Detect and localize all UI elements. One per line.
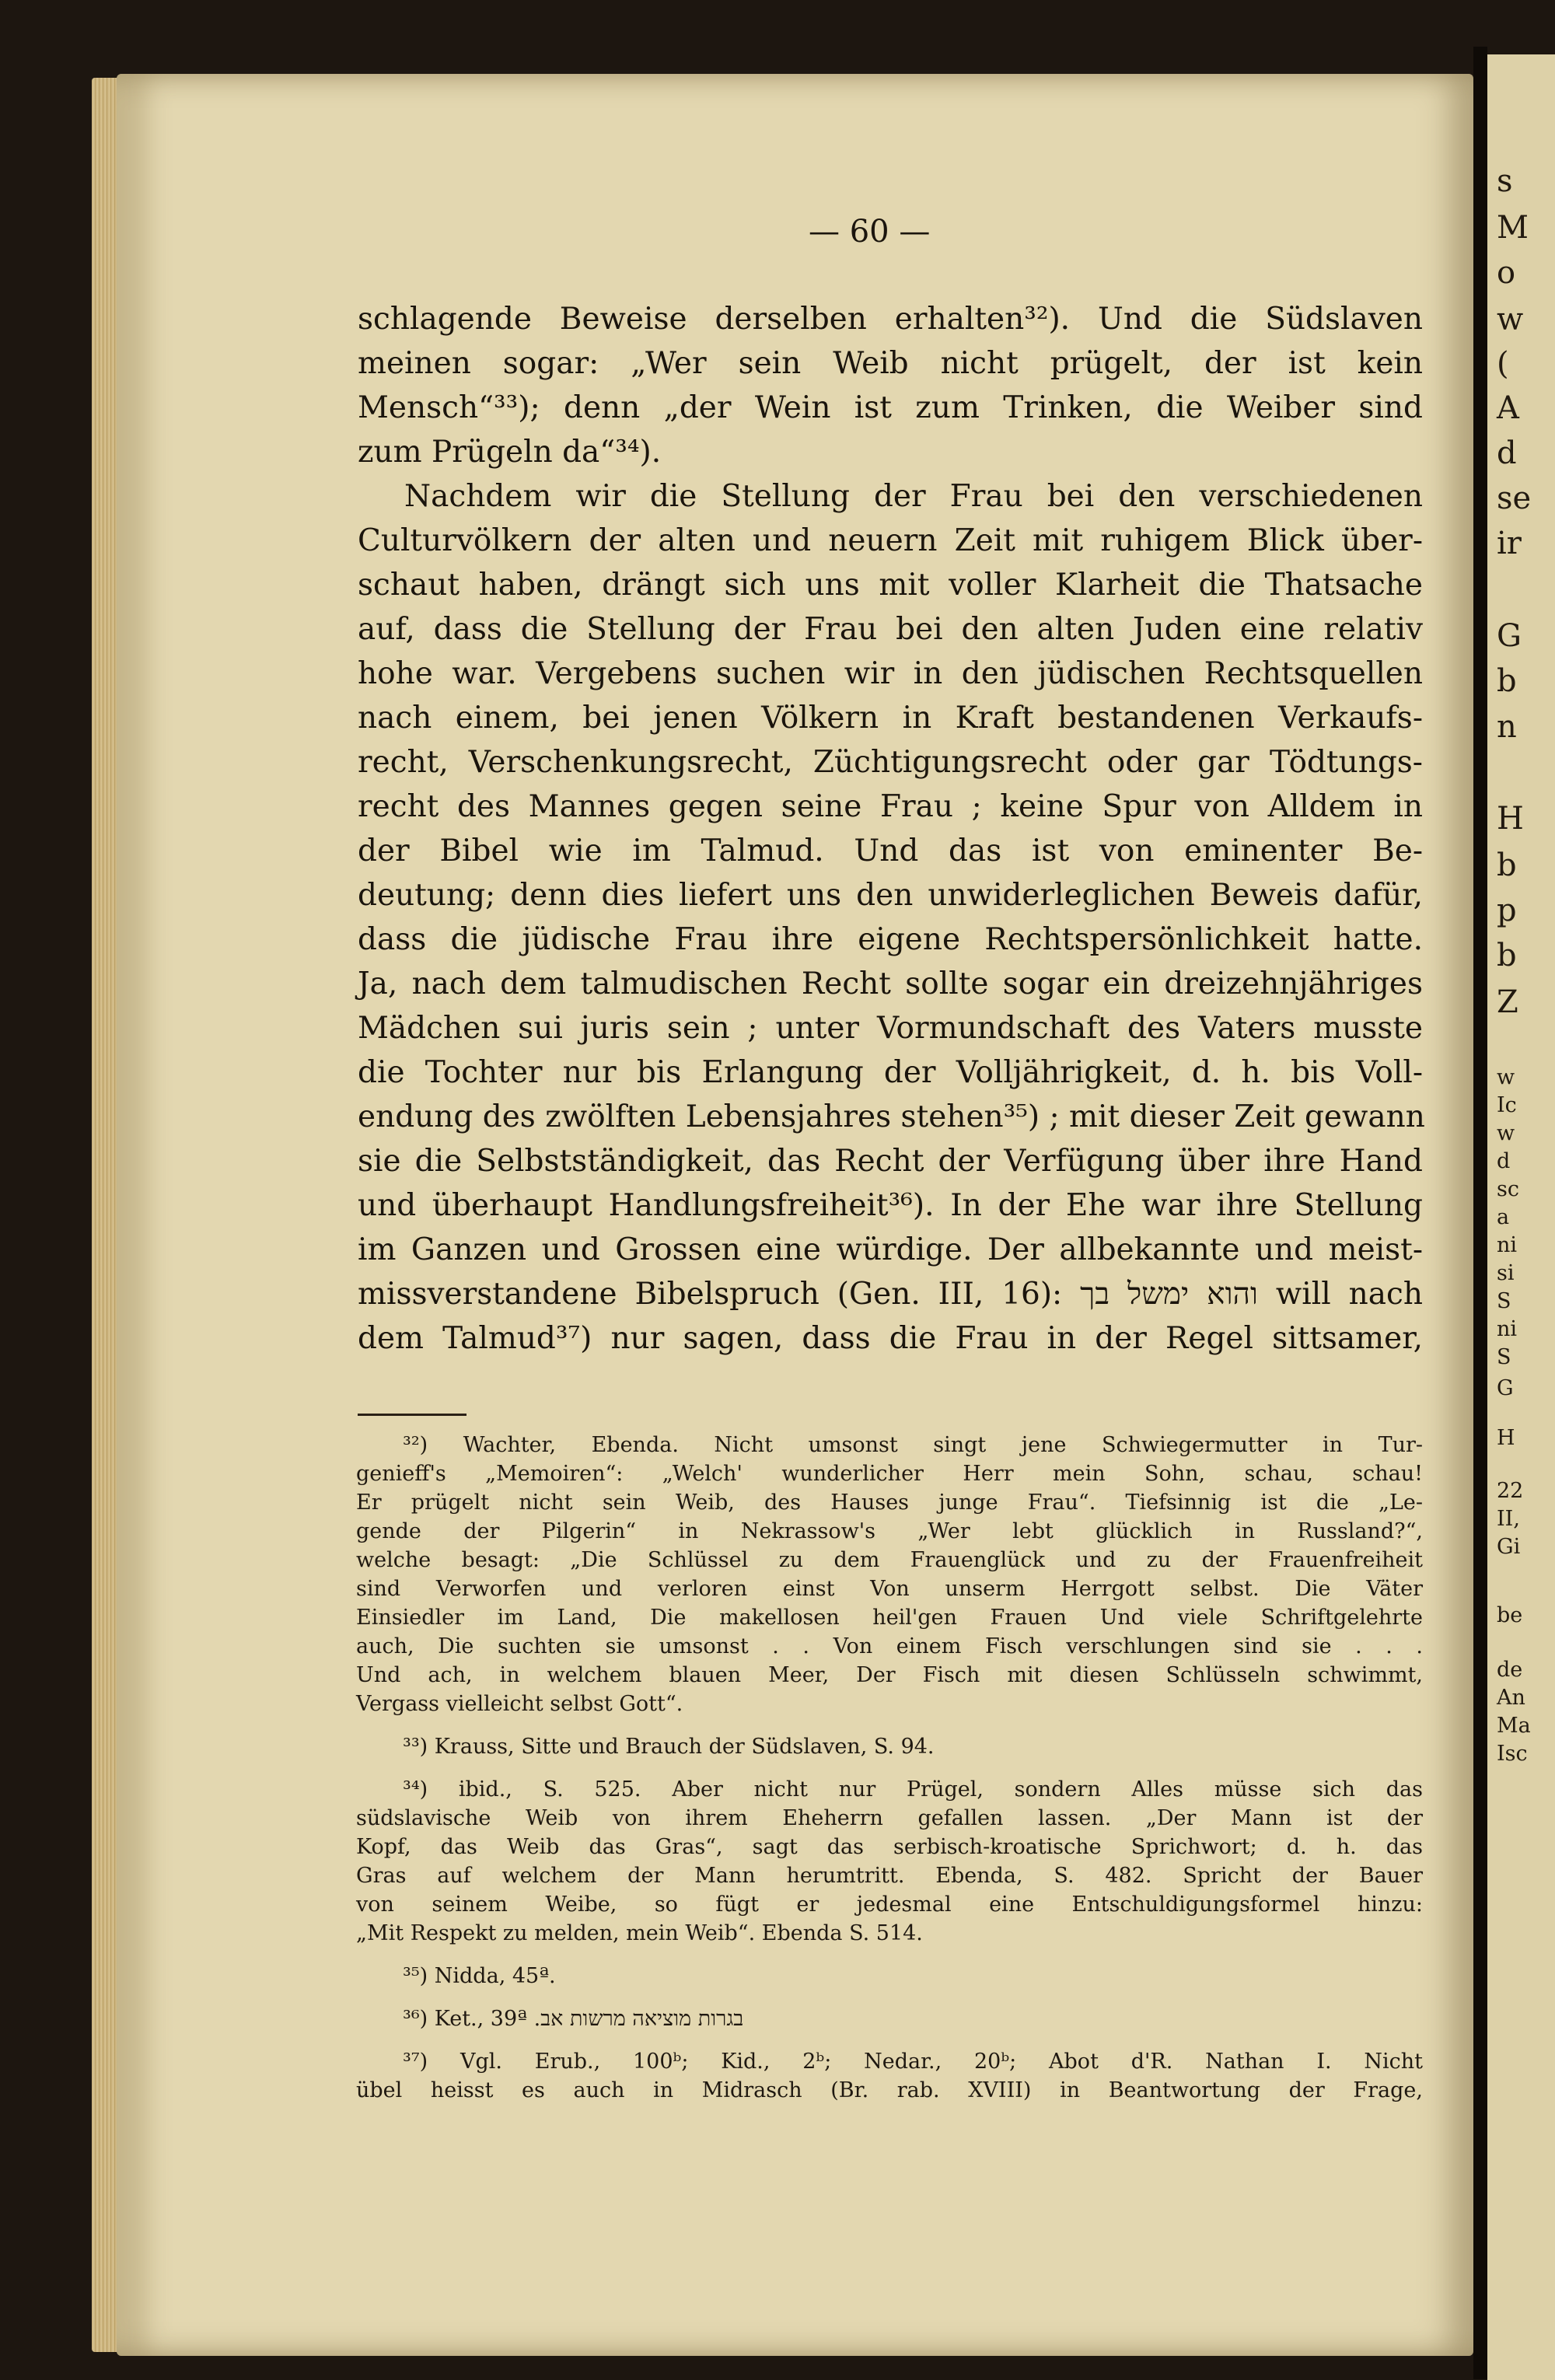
footnote-line: ³⁷) Vgl. Erub., 100ᵇ; Kid., 2ᵇ; Nedar., 20ᵇ; Abot d'R. Nathan I. Nicht xyxy=(403,2050,1423,2074)
next-page-fragment: ni xyxy=(1497,1233,1518,1257)
next-page-fragment: se xyxy=(1497,481,1532,516)
next-page-fragment: b xyxy=(1497,938,1517,973)
text-line: dass die jüdische Frau ihre eigene Rechtspersönlichkeit hatte. xyxy=(358,922,1423,957)
footnote-line: genieff's „Memoiren“: „Welch' wunderlicher Herr mein Sohn, schau, schau! xyxy=(356,1462,1423,1486)
hebrew-phrase: והוא ימשל בך xyxy=(1080,1277,1258,1312)
next-page-fragment: p xyxy=(1497,893,1517,928)
footnote-line: ³⁵) Nidda, 45ª. xyxy=(403,1964,556,1988)
text-line: meinen sogar: „Wer sein Weib nicht prügelt, der ist kein xyxy=(358,346,1423,381)
text-line: recht, Verschenkungsrecht, Züchtigungsrecht oder gar Tödtungs- xyxy=(358,745,1423,780)
footnote-line: Einsiedler im Land, Die makellosen heil'gen Frauen Und viele Schriftgelehrte xyxy=(356,1606,1423,1630)
text-line: schlagende Beweise derselben erhalten³²). Und die Südslaven xyxy=(358,302,1423,337)
text-line: der Bibel wie im Talmud. Und das ist von eminenter Be- xyxy=(358,834,1423,868)
text-line: zum Prügeln da“³⁴). xyxy=(358,435,662,470)
next-page-fragment: o xyxy=(1497,255,1516,291)
text-line-part: will nach xyxy=(1275,1277,1423,1312)
footnote-line-part: ³⁶) Ket., 39ª xyxy=(403,2007,527,2031)
footnote-line: ³²) Wachter, Ebenda. Nicht umsonst singt jene Schwiegermutter in Tur- xyxy=(403,1433,1423,1457)
text-line: hohe war. Vergebens suchen wir in den jüdischen Rechtsquellen xyxy=(358,656,1423,691)
footnotes xyxy=(356,1431,1423,2119)
next-page-fragment: si xyxy=(1497,1261,1515,1285)
next-page-fragment: Gi xyxy=(1497,1535,1521,1559)
footnote-line: auch, Die suchten sie umsonst . . Von einem Fisch verschlungen sind sie . . . xyxy=(356,1634,1423,1658)
footnote-35 xyxy=(356,1962,1423,1990)
footnote-line: sind Verworfen und verloren einst Von unserm Herrgott selbst. Die Väter xyxy=(356,1577,1423,1601)
next-page-fragment: w xyxy=(1497,302,1524,337)
next-page-fragment: w xyxy=(1497,1121,1515,1145)
next-page-fragment: be xyxy=(1497,1603,1523,1627)
next-page-fragment: ( xyxy=(1497,346,1509,382)
next-page-fragment: A xyxy=(1497,390,1519,426)
text-line: recht des Mannes gegen seine Frau ; keine Spur von Alldem in xyxy=(358,789,1423,824)
footnote-line: übel heisst es auch in Midrasch (Br. rab. XVIII) in Beantwortung der Frage, xyxy=(356,2078,1423,2102)
next-page-fragment: s xyxy=(1497,163,1513,199)
book-gutter xyxy=(1473,47,1487,2379)
footnote-line: Kopf, das Weib das Gras“, sagt das serbisch-kroatische Sprichwort; d. h. das xyxy=(356,1835,1423,1859)
footnote-line-with-hebrew xyxy=(356,2004,1423,2033)
footnote-line: „Mit Respekt zu melden, mein Weib“. Ebenda S. 514. xyxy=(356,1921,923,1945)
next-page-fragment: Ic xyxy=(1497,1093,1517,1117)
next-page-fragment: S xyxy=(1497,1345,1511,1369)
footnote-line: Gras auf welchem der Mann herumtritt. Ebenda, S. 482. Spricht der Bauer xyxy=(356,1864,1423,1888)
next-page-fragment: An xyxy=(1497,1686,1525,1710)
page-number: — 60 — xyxy=(809,214,931,250)
next-page-fragment: d xyxy=(1497,1149,1511,1173)
next-page-fragment: H xyxy=(1497,1426,1515,1450)
footnote-37 xyxy=(356,2047,1423,2105)
main-text xyxy=(358,297,1423,1361)
next-page-fragment: a xyxy=(1497,1205,1510,1229)
footnote-line: gende der Pilgerin“ in Nekrassow's „Wer lebt glücklich in Russland?“, xyxy=(356,1519,1423,1543)
next-page-fragment: d xyxy=(1497,435,1517,471)
footnote-line: von seinem Weibe, so fügt er jedesmal eine Entschuldigungsformel hinzu: xyxy=(356,1892,1423,1917)
footnote-36 xyxy=(356,2004,1423,2033)
text-line: deutung; denn dies liefert uns den unwiderleglichen Beweis dafür, xyxy=(358,878,1423,913)
text-line: endung des zwölften Lebensjahres stehen³⁵) ; mit dieser Zeit gewann xyxy=(358,1099,1425,1134)
footnote-line: ³³) Krauss, Sitte und Brauch der Südslaven, S. 94. xyxy=(403,1735,935,1759)
text-line: im Ganzen und Grossen eine würdige. Der allbekannte und meist- xyxy=(358,1232,1423,1267)
next-page-fragment: Z xyxy=(1497,984,1518,1020)
footnote-line: welche besagt: „Die Schlüssel zu dem Frauenglück und zu der Frauenfreiheit xyxy=(356,1548,1423,1572)
footnote-33 xyxy=(356,1732,1423,1761)
text-line: nach einem, bei jenen Völkern in Kraft bestandenen Verkaufs- xyxy=(358,701,1423,736)
text-line: Culturvölkern der alten und neuern Zeit mit ruhigem Blick über- xyxy=(358,523,1423,558)
footnote-34 xyxy=(356,1775,1423,1948)
next-page-fragment: G xyxy=(1497,1376,1514,1400)
next-page-fragment: Ma xyxy=(1497,1714,1531,1738)
text-line-part: missverstandene Bibelspruch (Gen. III, 16): xyxy=(358,1277,1063,1312)
next-page-fragment: b xyxy=(1497,663,1517,699)
footnote-separator xyxy=(358,1414,466,1416)
footnote-line: Vergass vielleicht selbst Gott“. xyxy=(356,1692,683,1716)
text-line: Ja, nach dem talmudischen Recht sollte sogar ein dreizehnjähriges xyxy=(358,966,1423,1001)
text-line: Nachdem wir die Stellung der Frau bei den verschiedenen xyxy=(404,479,1423,514)
next-page-fragment: b xyxy=(1497,848,1517,883)
text-line: auf, dass die Stellung der Frau bei den alten Juden eine relativ xyxy=(358,612,1423,647)
footnote-line: Er prügelt nicht sein Weib, des Hauses junge Frau“. Tiefsinnig ist die „Le- xyxy=(356,1491,1423,1515)
next-page-fragment: ir xyxy=(1497,526,1522,561)
text-line: und überhaupt Handlungsfreiheit³⁶). In der Ehe war ihre Stellung xyxy=(358,1188,1423,1223)
footnote-line: Und ach, in welchem blauen Meer, Der Fisch mit diesen Schlüsseln schwimmt, xyxy=(356,1663,1423,1687)
text-line: die Tochter nur bis Erlangung der Volljährigkeit, d. h. bis Voll- xyxy=(358,1055,1423,1090)
text-line: schaut haben, drängt sich uns mit voller Klarheit die Thatsache xyxy=(358,568,1423,603)
next-page-fragment: ni xyxy=(1497,1317,1518,1341)
next-page-fragment: G xyxy=(1497,618,1522,654)
right-page-fragment xyxy=(1487,54,1555,2380)
hebrew-citation: בגרות מוציאה מרשות אב. xyxy=(533,2007,744,2031)
footnote-line: südslavische Weib von ihrem Eheherrn gefallen lassen. „Der Mann ist der xyxy=(356,1806,1423,1830)
next-page-fragment: Isc xyxy=(1497,1742,1528,1766)
text-line-with-hebrew xyxy=(358,1272,1423,1316)
next-page-fragment: de xyxy=(1497,1658,1523,1682)
footnote-32 xyxy=(356,1431,1423,1718)
next-page-fragment: S xyxy=(1497,1289,1511,1313)
next-page-fragment: H xyxy=(1497,801,1524,837)
footnote-line: ³⁴) ibid., S. 525. Aber nicht nur Prügel, sondern Alles müsse sich das xyxy=(403,1777,1423,1802)
text-line: dem Talmud³⁷) nur sagen, dass die Frau in der Regel sittsamer, xyxy=(358,1321,1423,1356)
next-page-fragment: w xyxy=(1497,1065,1515,1089)
text-line: sie die Selbstständigkeit, das Recht der Verfügung über ihre Hand xyxy=(358,1144,1423,1179)
next-page-fragment: M xyxy=(1497,210,1529,246)
next-page-fragment: 22 xyxy=(1497,1479,1524,1503)
next-page-fragment: n xyxy=(1497,709,1517,745)
text-line: Mädchen sui juris sein ; unter Vormundschaft des Vaters musste xyxy=(358,1011,1423,1046)
next-page-fragment: II, xyxy=(1497,1507,1520,1531)
text-line: Mensch“³³); denn „der Wein ist zum Trinken, die Weiber sind xyxy=(358,390,1423,425)
next-page-fragment: sc xyxy=(1497,1177,1519,1201)
